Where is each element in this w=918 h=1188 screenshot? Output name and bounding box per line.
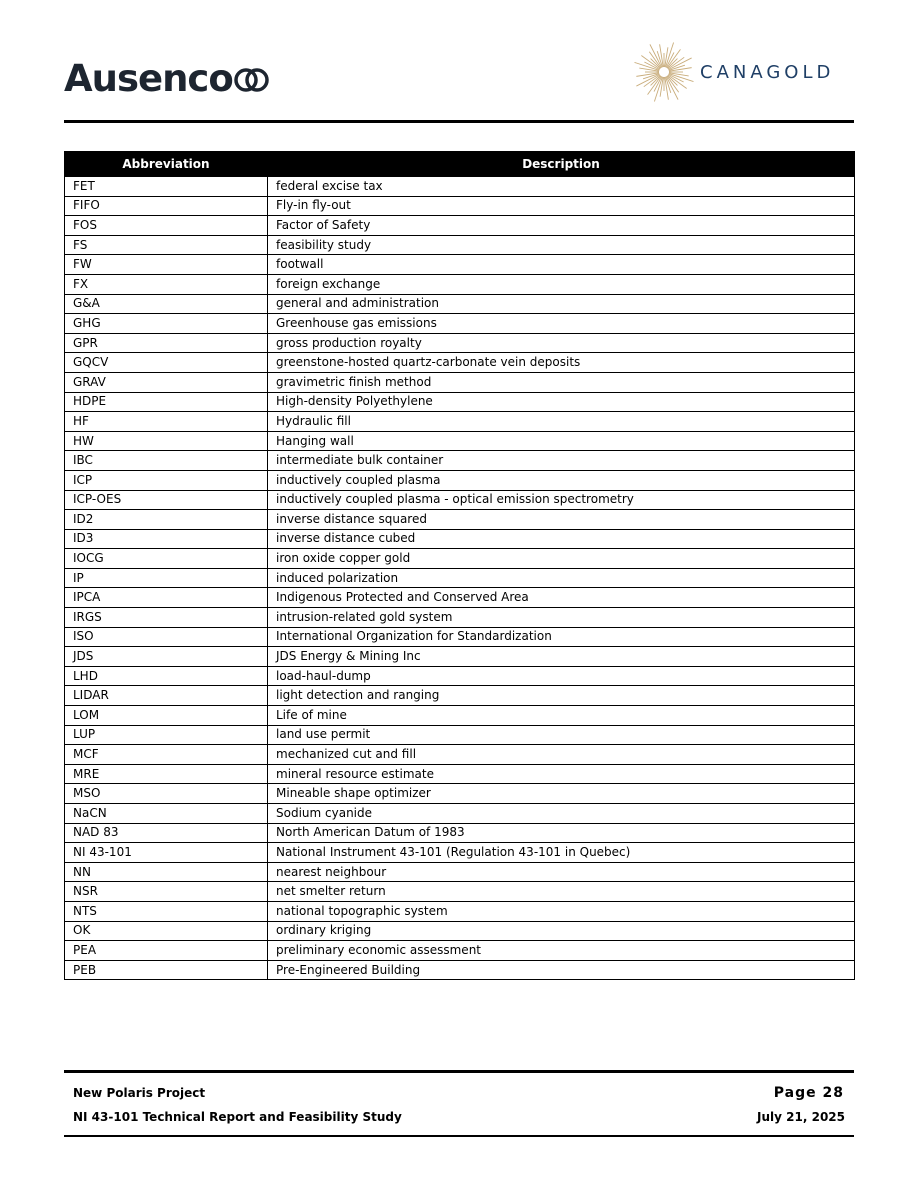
abbreviation-cell: GHG [65, 314, 268, 334]
description-cell: ordinary kriging [268, 921, 855, 941]
footer-report-title: NI 43-101 Technical Report and Feasibility Study [73, 1110, 402, 1124]
table-row [65, 353, 855, 373]
abbreviation-cell: IP [65, 568, 268, 588]
abbreviation-cell: MRE [65, 764, 268, 784]
description-cell: national topographic system [268, 901, 855, 921]
abbreviation-table [64, 151, 855, 980]
table-row [65, 862, 855, 882]
description-cell: federal excise tax [268, 177, 855, 197]
table-row [65, 294, 855, 314]
description-cell: National Instrument 43-101 (Regulation 43-101 in Quebec) [268, 843, 855, 863]
table-row [65, 216, 855, 236]
description-cell: Life of mine [268, 706, 855, 726]
abbreviation-cell: MCF [65, 745, 268, 765]
description-cell: Hydraulic fill [268, 412, 855, 432]
abbreviation-cell: LHD [65, 666, 268, 686]
table-row [65, 490, 855, 510]
table-row [65, 823, 855, 843]
abbreviation-cell: NTS [65, 901, 268, 921]
description-cell: nearest neighbour [268, 862, 855, 882]
abbreviation-cell: FIFO [65, 196, 268, 216]
description-cell: intrusion-related gold system [268, 608, 855, 628]
canagold-logo-text: CANAGOLD [700, 61, 835, 83]
table-row [65, 529, 855, 549]
abbreviation-cell: GRAV [65, 372, 268, 392]
abbreviation-cell: ICP [65, 470, 268, 490]
description-cell: gross production royalty [268, 333, 855, 353]
abbreviation-cell: FET [65, 177, 268, 197]
description-cell: Sodium cyanide [268, 804, 855, 824]
description-cell: footwall [268, 255, 855, 275]
table-row [65, 921, 855, 941]
table-row [65, 431, 855, 451]
description-cell: mineral resource estimate [268, 764, 855, 784]
abbreviation-cell: LOM [65, 706, 268, 726]
footer-page-number: Page 28 [773, 1085, 844, 1101]
table-row [65, 882, 855, 902]
table-row [65, 235, 855, 255]
ausenco-logo-text: Ausenco [64, 56, 233, 100]
description-cell: iron oxide copper gold [268, 549, 855, 569]
description-cell: Mineable shape optimizer [268, 784, 855, 804]
abbreviation-cell: JDS [65, 647, 268, 667]
table-row [65, 706, 855, 726]
description-cell: intermediate bulk container [268, 451, 855, 471]
abbreviation-cell: IRGS [65, 608, 268, 628]
footer-date: July 21, 2025 [757, 1110, 845, 1124]
description-cell: Indigenous Protected and Conserved Area [268, 588, 855, 608]
table-row [65, 255, 855, 275]
abbreviation-cell: G&A [65, 294, 268, 314]
column-header-description: Description [268, 152, 855, 177]
abbreviation-cell: NAD 83 [65, 823, 268, 843]
description-cell: inverse distance squared [268, 510, 855, 530]
sunburst-icon [634, 40, 694, 104]
abbreviation-cell: MSO [65, 784, 268, 804]
table-row [65, 392, 855, 412]
table-row [65, 588, 855, 608]
abbreviation-cell: FS [65, 235, 268, 255]
footer-rule-bottom [64, 1135, 854, 1137]
abbreviation-cell: NI 43-101 [65, 843, 268, 863]
description-cell: load-haul-dump [268, 666, 855, 686]
table-row [65, 686, 855, 706]
table-row [65, 314, 855, 334]
abbreviation-cell: HDPE [65, 392, 268, 412]
description-cell: International Organization for Standardization [268, 627, 855, 647]
table-row [65, 901, 855, 921]
description-cell: North American Datum of 1983 [268, 823, 855, 843]
abbreviation-cell: NN [65, 862, 268, 882]
table-row [65, 451, 855, 471]
table-row [65, 725, 855, 745]
column-header-abbreviation: Abbreviation [65, 152, 268, 177]
abbreviation-cell: PEB [65, 960, 268, 980]
abbreviation-cell: LIDAR [65, 686, 268, 706]
description-cell: induced polarization [268, 568, 855, 588]
description-cell: Greenhouse gas emissions [268, 314, 855, 334]
footer-project-name: New Polaris Project [73, 1086, 206, 1100]
abbreviation-cell: FX [65, 274, 268, 294]
table-row [65, 549, 855, 569]
header-rule [64, 120, 854, 123]
ausenco-swirl-icon [234, 67, 270, 93]
abbreviation-cell: GPR [65, 333, 268, 353]
abbreviation-cell: IPCA [65, 588, 268, 608]
abbreviation-cell: ID3 [65, 529, 268, 549]
table-row [65, 843, 855, 863]
table-row [65, 568, 855, 588]
abbreviation-cell: FOS [65, 216, 268, 236]
table-row [65, 177, 855, 197]
footer-rule-top [64, 1070, 854, 1073]
ausenco-logo [64, 56, 270, 100]
abbreviation-cell: ICP-OES [65, 490, 268, 510]
table-row [65, 745, 855, 765]
description-cell: feasibility study [268, 235, 855, 255]
table-row [65, 764, 855, 784]
description-cell: Factor of Safety [268, 216, 855, 236]
description-cell: light detection and ranging [268, 686, 855, 706]
description-cell: Hanging wall [268, 431, 855, 451]
description-cell: land use permit [268, 725, 855, 745]
description-cell: mechanized cut and fill [268, 745, 855, 765]
description-cell: inductively coupled plasma [268, 470, 855, 490]
description-cell: general and administration [268, 294, 855, 314]
abbreviation-cell: HF [65, 412, 268, 432]
table-row [65, 804, 855, 824]
abbreviation-cell: ID2 [65, 510, 268, 530]
abbreviation-cell: OK [65, 921, 268, 941]
description-cell: inverse distance cubed [268, 529, 855, 549]
description-cell: greenstone-hosted quartz-carbonate vein deposits [268, 353, 855, 373]
table-row [65, 470, 855, 490]
table-row [65, 666, 855, 686]
description-cell: net smelter return [268, 882, 855, 902]
table-row [65, 372, 855, 392]
table-row [65, 510, 855, 530]
abbreviation-cell: NSR [65, 882, 268, 902]
canagold-logo [634, 40, 834, 104]
table-row [65, 333, 855, 353]
abbreviation-cell: ISO [65, 627, 268, 647]
table-row [65, 627, 855, 647]
table-row [65, 412, 855, 432]
description-cell: gravimetric finish method [268, 372, 855, 392]
abbreviation-cell: LUP [65, 725, 268, 745]
abbreviation-cell: IBC [65, 451, 268, 471]
table-row [65, 784, 855, 804]
abbreviation-cell: NaCN [65, 804, 268, 824]
table-row [65, 608, 855, 628]
table-row [65, 274, 855, 294]
table-row [65, 960, 855, 980]
description-cell: preliminary economic assessment [268, 941, 855, 961]
abbreviation-cell: PEA [65, 941, 268, 961]
description-cell: Pre-Engineered Building [268, 960, 855, 980]
description-cell: inductively coupled plasma - optical emission spectrometry [268, 490, 855, 510]
table-row [65, 647, 855, 667]
description-cell: foreign exchange [268, 274, 855, 294]
description-cell: Fly-in fly-out [268, 196, 855, 216]
abbreviation-cell: FW [65, 255, 268, 275]
abbreviation-cell: IOCG [65, 549, 268, 569]
table-row [65, 941, 855, 961]
description-cell: JDS Energy & Mining Inc [268, 647, 855, 667]
abbreviation-cell: HW [65, 431, 268, 451]
table-row [65, 196, 855, 216]
table-header-row [65, 152, 855, 177]
abbreviation-cell: GQCV [65, 353, 268, 373]
description-cell: High-density Polyethylene [268, 392, 855, 412]
